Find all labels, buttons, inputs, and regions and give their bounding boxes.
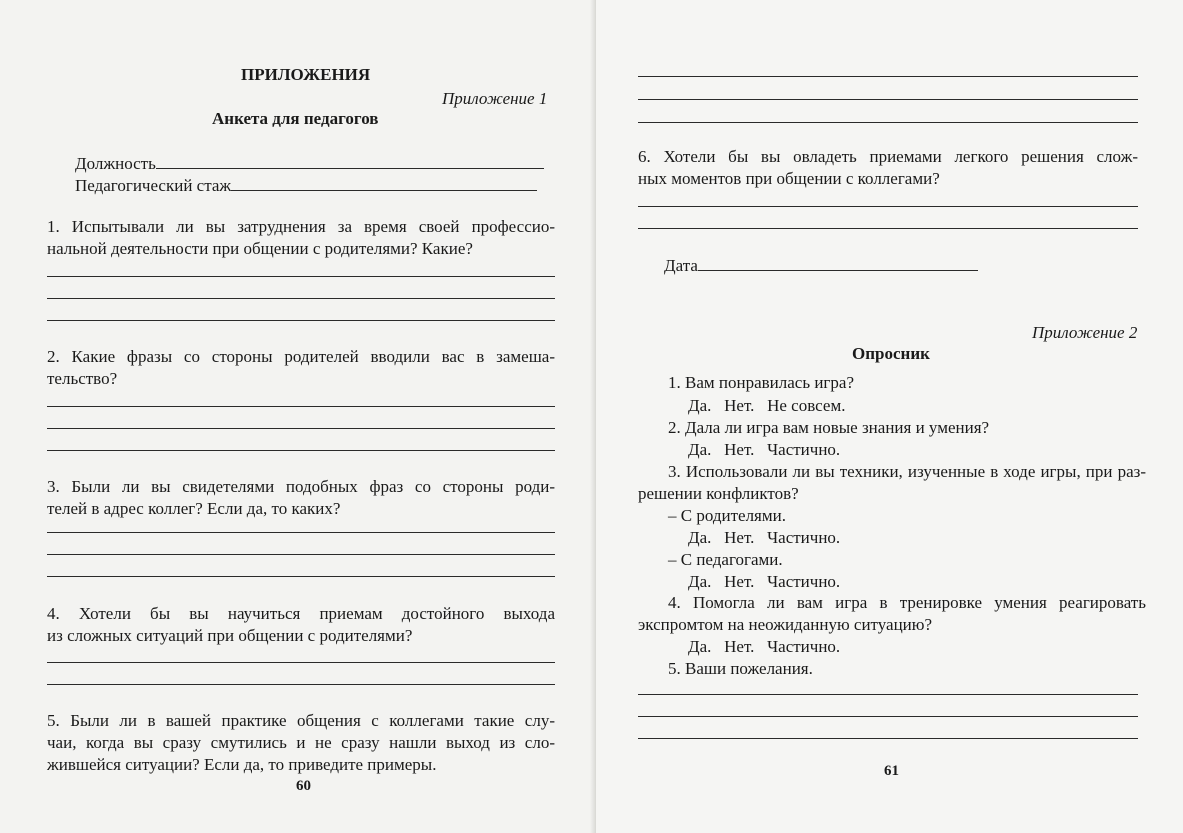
question-2-line-2: тельство? <box>47 369 118 388</box>
survey-question-3-line-1: 3. Использовали ли вы техники, изученные в ходе игры, при раз- <box>668 462 1146 481</box>
survey-question-2: 2. Дала ли игра вам новые знания и умения? <box>668 418 990 437</box>
question-5-line-2: чаи, когда вы сразу смутились и не сразу нашли выход из сло- <box>47 733 555 752</box>
question-5-line-1: 5. Были ли в вашей практике общения с коллегами такие слу- <box>47 711 555 730</box>
answer-line[interactable] <box>638 694 1138 695</box>
question-3-line-2: телей в адрес коллег? Если да, то каких? <box>47 499 341 518</box>
right-page <box>596 0 1183 833</box>
field-position-label: Должность <box>75 154 156 173</box>
answer-line[interactable] <box>47 450 555 451</box>
question-1-line-1: 1. Испытывали ли вы затруднения за время своей профессио- <box>47 217 555 236</box>
appendix-2-label: Приложение 2 <box>1032 323 1138 342</box>
survey-sub-parents: – С родителями. <box>668 506 786 525</box>
answer-line[interactable] <box>47 662 555 663</box>
field-position <box>75 153 544 175</box>
field-position-line[interactable] <box>156 154 544 169</box>
answer-line[interactable] <box>638 76 1138 77</box>
answer-line[interactable] <box>638 122 1138 123</box>
field-experience-line[interactable] <box>231 176 537 191</box>
answer-line[interactable] <box>47 276 555 277</box>
question-4-line-2: из сложных ситуаций при общении с родителями? <box>47 626 413 645</box>
survey-question-5: 5. Ваши пожелания. <box>668 659 813 678</box>
page-number: 61 <box>884 763 899 779</box>
answer-line[interactable] <box>47 554 555 555</box>
question-1-line-2: нальной деятельности при общении с родителями? Какие? <box>47 239 473 258</box>
question-6-line-1: 6. Хотели бы вы овладеть приемами легкого решения слож- <box>638 147 1138 166</box>
survey-answers-1: Да. Нет. Не совсем. <box>688 396 846 415</box>
answer-line[interactable] <box>47 684 555 685</box>
survey-sub-teachers: – С педагогами. <box>668 550 783 569</box>
date-field <box>664 255 978 277</box>
question-4-line-1: 4. Хотели бы вы научиться приемам достойного выхода <box>47 604 555 623</box>
question-3-line-1: 3. Были ли вы свидетелями подобных фраз со стороны роди- <box>47 477 555 496</box>
survey-answers-4: Да. Нет. Частично. <box>688 637 841 656</box>
answer-line[interactable] <box>638 228 1138 229</box>
survey-question-1: 1. Вам понравилась игра? <box>668 373 854 392</box>
field-experience <box>75 175 537 197</box>
answer-line[interactable] <box>638 99 1138 100</box>
survey-answers-3a: Да. Нет. Частично. <box>688 528 841 547</box>
answer-line[interactable] <box>47 298 555 299</box>
appendix-1-label: Приложение 1 <box>442 89 548 108</box>
answer-line[interactable] <box>47 576 555 577</box>
answer-line[interactable] <box>47 406 555 407</box>
answer-line[interactable] <box>47 428 555 429</box>
answer-line[interactable] <box>638 716 1138 717</box>
survey-title: Опросник <box>852 344 930 363</box>
answer-line[interactable] <box>638 206 1138 207</box>
question-6-line-2: ных моментов при общении с коллегами? <box>638 169 940 188</box>
date-line[interactable] <box>698 256 978 271</box>
survey-question-3-line-2: решении конфликтов? <box>638 484 799 503</box>
survey-answers-2: Да. Нет. Частично. <box>688 440 841 459</box>
question-2-line-1: 2. Какие фразы со стороны родителей вводили вас в замеша- <box>47 347 555 366</box>
question-5-line-3: жившейся ситуации? Если да, то приведите примеры. <box>47 755 437 774</box>
survey-question-4-line-1: 4. Помогла ли вам игра в тренировке умения реагировать <box>668 593 1146 612</box>
section-title: ПРИЛОЖЕНИЯ <box>241 65 371 84</box>
page-number: 60 <box>296 778 311 794</box>
survey-question-4-line-2: экспромтом на неожиданную ситуацию? <box>638 615 933 634</box>
date-label: Дата <box>664 256 698 275</box>
answer-line[interactable] <box>47 532 555 533</box>
form-title: Анкета для педагогов <box>212 109 379 128</box>
field-experience-label: Педагогический стаж <box>75 176 232 195</box>
answer-line[interactable] <box>638 738 1138 739</box>
answer-line[interactable] <box>47 320 555 321</box>
survey-answers-3b: Да. Нет. Частично. <box>688 572 841 591</box>
